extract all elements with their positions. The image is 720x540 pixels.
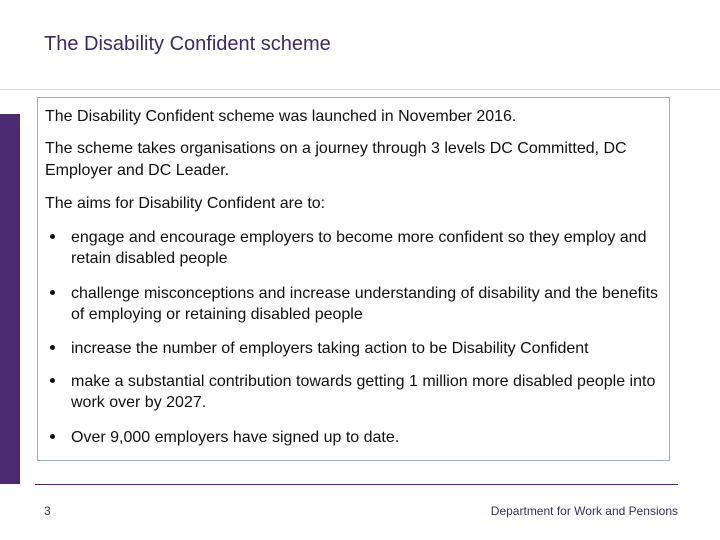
bullet-icon [50,434,55,439]
list-item-text: challenge misconceptions and increase understanding of disability and the benefits of employing or retaining disabled people [71,285,659,323]
list-item-text: increase the number of employers taking action to be Disability Confident [71,340,589,357]
bullet-icon [50,378,55,383]
aims-heading: The aims for Disability Confident are to: [45,195,326,212]
list-item-text: engage and encourage employers to become more confident so they employ and retain disabled people [71,229,647,267]
levels-text: The scheme takes organisations on a journey through 3 levels DC Committed, DC Employer and DC Leader. [45,140,627,179]
bullet-icon [50,234,55,239]
page-number: 3 [44,504,51,518]
left-accent-bar [0,114,20,484]
bullet-icon [50,290,55,295]
list-item-text: make a substantial contribution towards getting 1 million more disabled people into work over by 2027. [71,373,656,411]
department-label: Department for Work and Pensions [490,504,678,518]
intro-text: The Disability Confident scheme was launched in November 2016. [45,108,517,125]
content-box [37,97,670,461]
footer-divider [35,484,678,485]
title-divider [0,89,720,90]
page-title: The Disability Confident scheme [44,33,331,55]
list-item-text: Over 9,000 employers have signed up to date. [71,429,400,446]
bullet-icon [50,345,55,350]
